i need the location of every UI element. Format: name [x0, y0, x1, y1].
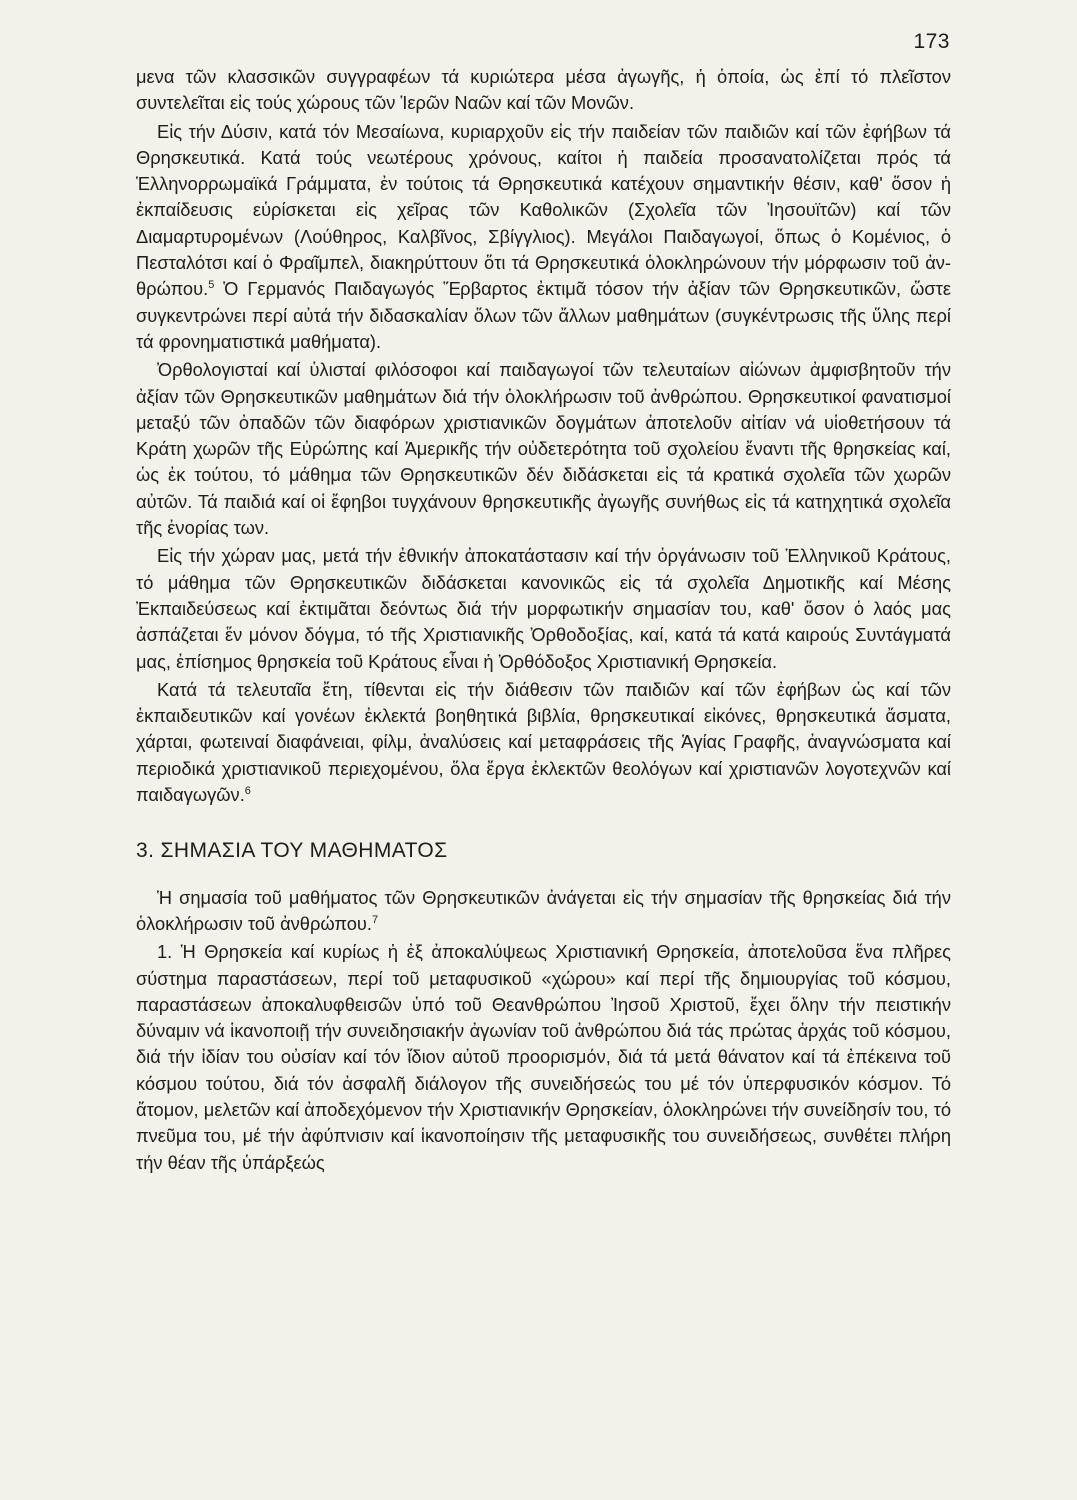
paragraph-text: Ὁ Γερμανός Παιδαγωγός Ἕρβαρτος ἐκτιμᾶ τόσον τήν ἀξίαν τῶν Θρησκευτικῶν, ὥστε συγκεντρώνει περί αὐτά τήν διδασκαλίαν ὅλων τῶν ἄλλων μαθημάτων (συγκέντρωσις τῆς ὕλης περί τά φρονηματιστικά μαθήματα). [136, 278, 951, 352]
paragraph [136, 357, 951, 541]
paragraph-text: Εἰς τήν χώραν μας, μετά τήν ἐθνικήν ἀποκατάστασιν καί τήν ὀργάνωσιν τοῦ Ἑλληνικοῦ Κράτους, τό μάθημα τῶν Θρησκευτικῶν διδάσκεται κανονικῶς εἰς τά σχολεῖα Δημοτικῆς καί Μέσης Ἐκπαιδεύσεως καί ἐκτιμᾶται δεόντως διά τήν μορφωτικήν σημασίαν του, καθ' ὅσον ὁ λαός μας ἀσπάζεται ἕν μόνον δόγμα, τό τῆς Χριστιανικῆς Ὀρθοδοξίας, καί, κατά τά κατά καιρούς Συντάγματά μας, ἐπίσημος θρησκεία τοῦ Κράτους εἶναι ἡ Ὀρθόδοξος Χριστιανική Θρησκεία. [136, 545, 951, 672]
paragraph [136, 543, 951, 674]
page-number: 173 [913, 30, 950, 53]
paragraph [136, 64, 951, 117]
paragraph-text: Ὀρθολογισταί καί ὑλισταί φιλόσοφοι καί παιδαγωγοί τῶν τελευταίων αἰώνων ἀμφισβητοῦν τήν ἀξίαν τῶν Θρησκευτικῶν μαθημάτων διά τήν ὁλοκλήρωσιν τοῦ ἀνθρώπου. Θρησκευτικοί φανατισμοί μεταξύ τῶν ὀπαδῶν τῶν διαφόρων χριστιανικῶν δογμάτων ἀποτελοῦν αἰτίαν νά υἱοθετήσουν τά Κράτη χωρῶν τῆς Εὐρώπης καί Ἀμερικῆς τήν οὐδετερότητα τοῦ σχολείου ἔναντι τῆς θρησκείας καί, ὡς ἐκ τούτου, τό μάθημα τῶν Θρησκευτικῶν δέν διδάσκεται εἰς τά κρατικά σχολεῖα τῶν χωρῶν αὐτῶν. Τά παιδιά καί οἱ ἔφηβοι τυγχάνουν θρησκευτικῆς ἀγωγῆς συνήθως εἰς τά κατηχητικά σχολεῖα τῆς ἐνορίας των. [136, 359, 951, 539]
paragraph-text: Εἰς τήν Δύσιν, κατά τόν Μεσαίωνα, κυριαρχοῦν εἰς τήν παιδείαν τῶν παιδιῶν καί τῶν ἐφήβων τά Θρησκευτικά. Κατά τούς νεωτέρους χρόνους, καίτοι ἡ παιδεία προσανατολίζεται πρός τά Ἑλληνορρωμαϊκά Γράμματα, ἐν τούτοις τά Θρησκευτικά κατέχουν σημαντικήν θέσιν, καθ' ὅσον ἡ ἐκπαίδευσις εὑρίσκεται εἰς χεῖρας τῶν Καθολικῶν (Σχολεῖα τῶν Ἰησουϊτῶν) καί τῶν Διαμαρτυρομένων (Λούθηρος, Καλβῖνος, Σβίγγλιος). Μεγάλοι Παιδαγωγοί, ὅπως ὁ Κομένιος, ὁ Πεσταλότσι καί ὁ Φραῖμπελ, διακηρύττουν ὅτι τά Θρησκευτικά ὁλοκληρώνουν τήν μόρφωσιν τοῦ ἀνθρώπου. [136, 120, 951, 300]
paragraph [136, 677, 951, 808]
section-heading: 3. ΣΗΜΑΣΙΑ ΤΟΥ ΜΑΘΗΜΑΤΟΣ [136, 839, 448, 863]
paragraph-text: μενα τῶν κλασσικῶν συγγραφέων τά κυριώτερα μέσα ἀγωγῆς, ἡ ὁποία, ὡς ἐπί τό πλεῖστον συντελεῖται εἰς τούς χώρους τῶν Ἱερῶν Ναῶν καί τῶν Μονῶν. [136, 66, 951, 114]
footnote-marker: 6 [244, 784, 251, 797]
paragraph-text: Ἡ σημασία τοῦ μαθήματος τῶν Θρησκευτικῶν ἀνάγεται εἰς τήν σημασίαν τῆς θρησκείας διά τήν ὁλοκλήρωσιν τοῦ ἀνθρώπου. [136, 886, 951, 934]
paragraph-text: 1. Ἡ Θρησκεία καί κυρίως ἡ ἐξ ἀποκαλύψεως Χριστιανική Θρησκεία, ἀποτελοῦσα ἕνα πλῆρες σύστημα παραστάσεων, περί τοῦ μεταφυσικοῦ «χώρου» καί περί τῆς δημιουργίας τοῦ κόσμου, παραστάσεων ἀποκαλυφθεισῶν ὑπό τοῦ Θεανθρώπου Ἰησοῦ Χριστοῦ, ἔχει ὅλην τήν πειστικήν δύναμιν νά ἱκανοποιῇ τήν συνειδησιακήν ἀγωνίαν τοῦ ἀνθρώπου διά τάς πρώτας ἀρχάς τοῦ κόσμου, διά τήν ἰδίαν του οὐσίαν καί τόν ἴδιον αὐτοῦ προορισμόν, διά τά μετά θάνατον καί τά ἐπέκεινα τοῦ κόσμου τούτου, διά τόν ἀσφαλῆ διάλογον τῆς συνειδήσεώς του μέ τόν ὑπερφυσικόν κόσμον. Τό ἄτομον, μελετῶν καί ἀποδεχόμενον τήν Χριστιανικήν Θρησκείαν, ὁλοκληρώνει τήν συνείδησίν του, τό πνεῦμα του, μέ τήν ἀφύπνισιν καί ἱκανοποίησιν τῆς μεταφυσικῆς του συνειδήσεως, συνθέτει πλήρη τήν θέαν τῆς ὑπάρξεώς [136, 941, 951, 1173]
footnote-marker: 5 [208, 279, 215, 292]
paragraph [136, 885, 951, 938]
paragraph [136, 939, 951, 1176]
body-text [136, 64, 951, 1178]
paragraph [136, 119, 951, 356]
footnote-marker: 7 [371, 913, 379, 926]
paragraph-text: Κατά τά τελευταῖα ἔτη, τίθενται εἰς τήν διάθεσιν τῶν παιδιῶν καί τῶν ἐφήβων ὡς καί τῶν ἐκπαιδευτικῶν καί γονέων ἐκλεκτά βοηθητικά βιβλία, θρησκευτικαί εἰκόνες, θρησκευτικά ἄσματα, χάρται, φωτειναί διαφάνειαι, φίλμ, ἀναλύσεις καί μεταφράσεις τῆς Ἁγίας Γραφῆς, ἀναγνώσματα καί περιοδικά χριστιανικοῦ περιεχομένου, ὅλα ἔργα ἐκλεκτῶν θεολόγων καί χριστιανῶν λογοτεχνῶν καί παιδαγωγῶν. [136, 678, 951, 806]
